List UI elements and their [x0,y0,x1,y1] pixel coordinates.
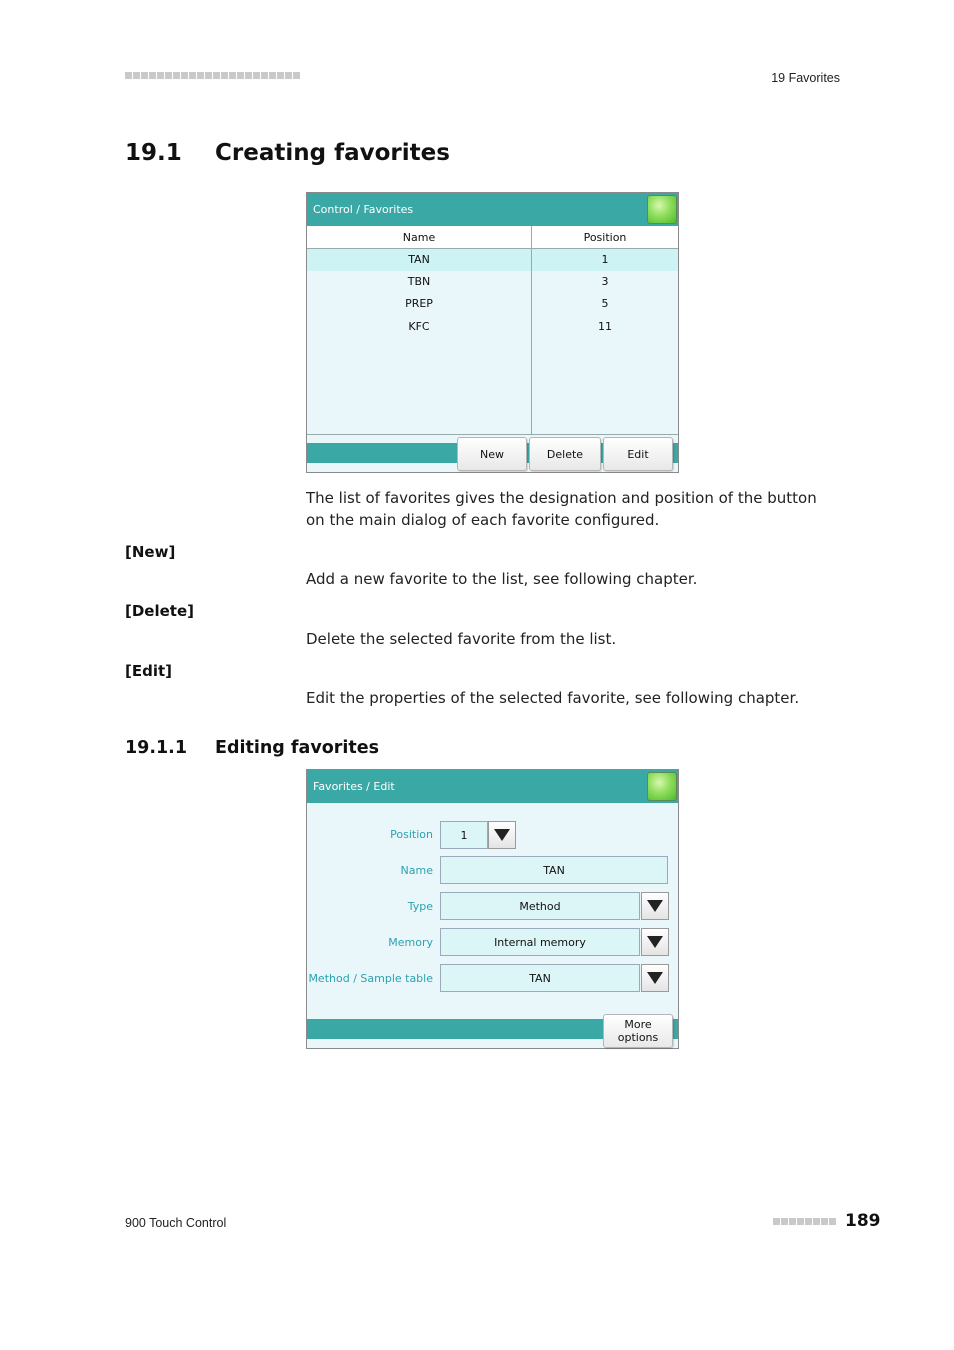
memory-field[interactable]: Internal memory [440,928,640,956]
table-row-position[interactable]: 3 [601,275,609,288]
favorites-edit-screen [306,769,679,1049]
section-heading [125,140,450,166]
subsection-number: 19.1.1 [125,738,188,758]
list-bottom-divider [307,434,678,435]
section-number: 19.1 [125,140,182,166]
memory-dropdown-button[interactable] [641,928,669,956]
edit-button[interactable]: Edit [603,437,673,471]
footer-product: 900 Touch Control [125,1216,227,1230]
home-button[interactable] [647,772,677,801]
intro-paragraph: The list of favorites gives the designation and position of the button on the main dialog of each favorite configured. [306,489,817,529]
term-new-description: Add a new favorite to the list, see following chapter. [306,570,698,588]
column-header-position[interactable]: Position [583,231,627,244]
term-new: [New] [125,543,176,561]
new-button[interactable]: New [457,437,527,471]
page-number: 189 [845,1211,881,1231]
header-decoration [125,72,300,79]
header-chapter: 19 Favorites [771,71,840,85]
screen-titlebar [307,770,678,803]
table-row-name[interactable]: TAN [408,253,430,266]
more-options-button[interactable]: More options [603,1014,673,1048]
delete-button[interactable]: Delete [529,437,601,471]
home-button[interactable] [647,195,677,224]
chevron-down-icon [647,936,663,948]
screen-title: Favorites / Edit [313,780,395,793]
term-delete: [Delete] [125,602,194,620]
position-label: Position [390,828,433,841]
type-dropdown-button[interactable] [641,892,669,920]
name-field[interactable]: TAN [440,856,668,884]
method-field[interactable]: TAN [440,964,640,992]
table-row-name[interactable]: TBN [407,275,431,288]
favorites-list-screen [306,192,679,473]
type-field[interactable]: Method [440,892,640,920]
screen-title: Control / Favorites [313,203,414,216]
term-edit: [Edit] [125,662,173,680]
subsection-heading [125,738,379,758]
footer-decoration [773,1218,836,1225]
chevron-down-icon [647,900,663,912]
table-row-name[interactable]: PREP [405,297,433,310]
method-dropdown-button[interactable] [641,964,669,992]
column-header-name[interactable]: Name [402,231,436,244]
memory-label: Memory [388,936,433,949]
chevron-down-icon [647,972,663,984]
term-delete-description: Delete the selected favorite from the list. [306,630,617,648]
subsection-title: Editing favorites [215,738,380,758]
table-row-position[interactable]: 5 [601,297,609,310]
screen-titlebar [307,193,678,226]
method-label: Method / Sample table [308,972,433,985]
name-label: Name [400,864,433,877]
table-row-position[interactable]: 1 [601,253,609,266]
table-row-position[interactable]: 11 [598,320,612,333]
position-dropdown-button[interactable] [488,821,516,849]
section-title: Creating favorites [215,140,450,166]
table-row-name[interactable]: KFC [408,320,430,333]
list-header [307,226,678,249]
type-label: Type [407,900,433,913]
position-field[interactable]: 1 [440,821,488,849]
term-edit-description: Edit the properties of the selected favorite, see following chapter. [306,689,800,707]
chevron-down-icon [494,829,510,841]
